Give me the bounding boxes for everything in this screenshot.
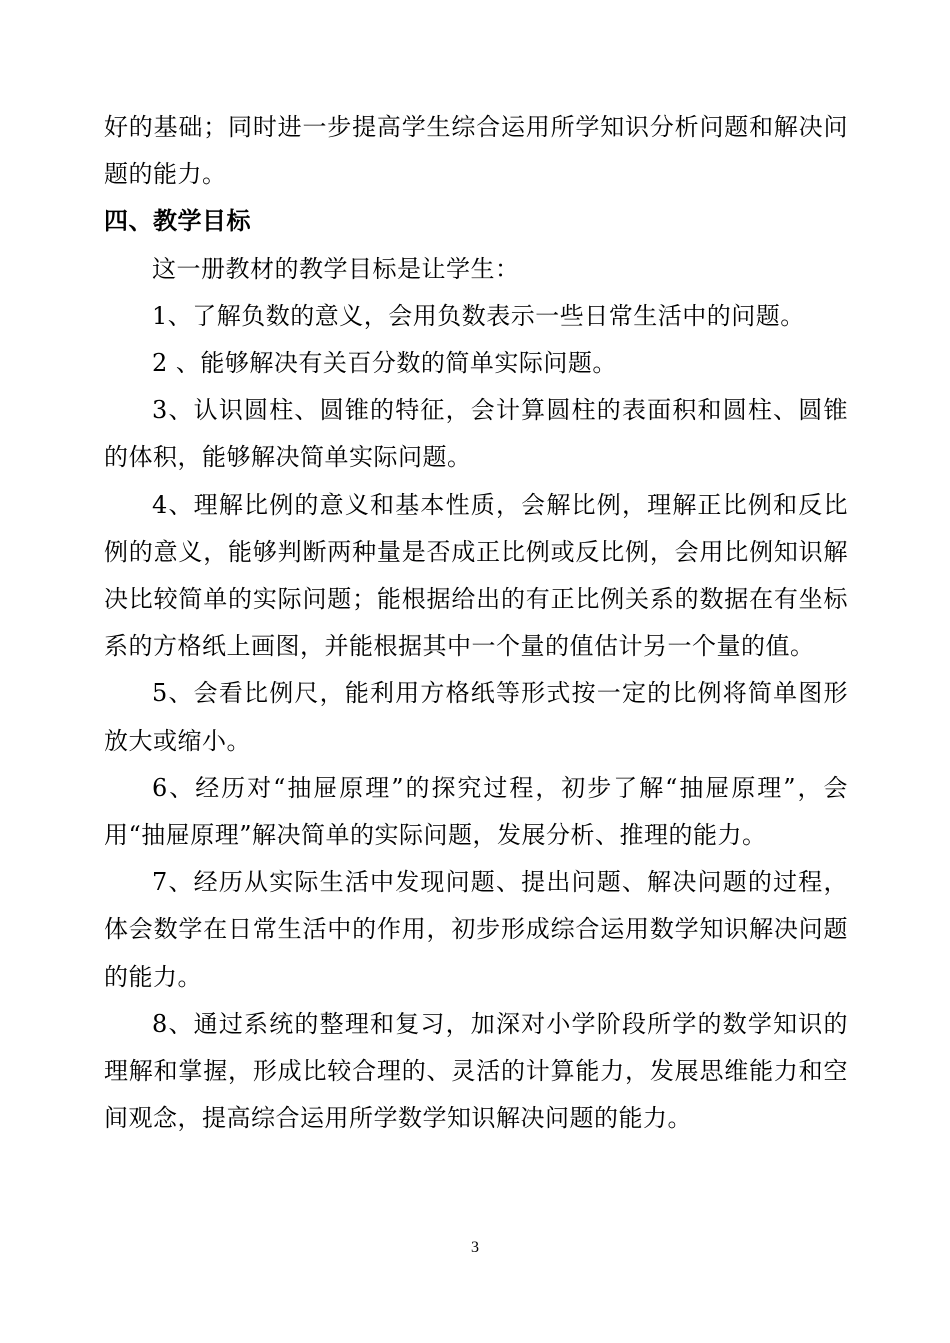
objective-3: 3、认识圆柱、圆锥的特征，会计算圆柱的表面积和圆柱、圆锥的体积，能够解决简单实际问题。 (104, 396, 848, 472)
objective-7: 7、经历从实际生活中发现问题、提出问题、解决问题的过程，体会数学在日常生活中的作用，初步形成综合运用数学知识解决问题的能力。 (104, 868, 848, 991)
objective-1: 1、了解负数的意义，会用负数表示一些日常生活中的问题。 (152, 301, 805, 330)
page-number: 3 (471, 1239, 479, 1256)
objective-2: 2 、能够解决有关百分数的简单实际问题。 (152, 349, 617, 378)
objective-4: 4、理解比例的意义和基本性质，会解比例，理解正比例和反比例的意义，能够判断两种量是否成正比例或反比例，会用比例知识解决比较简单的实际问题；能根据给出的有正比例关系的数据在有坐标系的方格纸上画图，并能根据其中一个量的值估计另一个量的值。 (104, 490, 848, 661)
section-heading: 四、教学目标 (104, 207, 251, 236)
lead-in-paragraph: 这一册教材的教学目标是让学生： (152, 254, 520, 283)
intro-continuation-paragraph: 好的基础；同时进一步提高学生综合运用所学知识分析问题和解决问题的能力。 (104, 113, 848, 189)
objective-5: 5、会看比例尺，能利用方格纸等形式按一定的比例将简单图形放大或缩小。 (104, 679, 848, 755)
objective-6: 6、经历对“抽屉原理”的探究过程，初步了解“抽屉原理”，会用“抽屉原理”解决简单的实际问题，发展分析、推理的能力。 (104, 773, 848, 850)
document-body (104, 104, 848, 1142)
objective-8: 8、通过系统的整理和复习，加深对小学阶段所学的数学知识的理解和掌握，形成比较合理的、灵活的计算能力，发展思维能力和空间观念，提高综合运用所学数学知识解决问题的能力。 (104, 1009, 848, 1133)
